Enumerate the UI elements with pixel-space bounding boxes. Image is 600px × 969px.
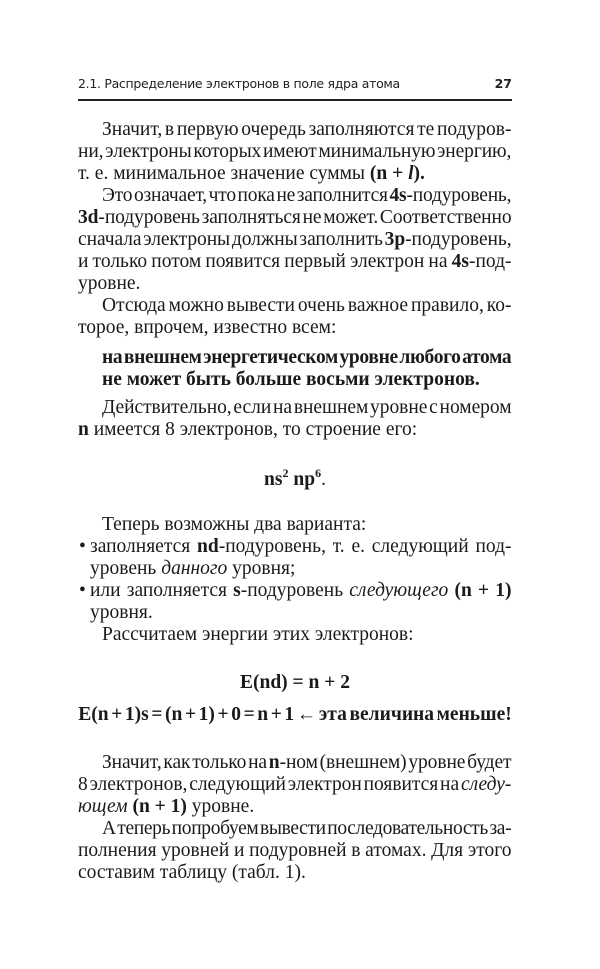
text-segment: заполняется [90,536,197,557]
text-line-content [102,752,511,774]
text-segment: и только потом появится первый электрон на [78,251,452,272]
text-line [102,752,512,774]
text-line-content [102,369,480,391]
text-line [78,141,512,163]
superscript: 2 [282,466,289,480]
text-segment: Значит, в первую очередь заполняются те подуров- [102,119,512,140]
text-line [78,840,512,862]
text-segment: l [408,163,414,184]
text-line-content [102,347,511,369]
text-segment: имеется 8 электронов, то строение его: [88,419,418,440]
running-header [78,76,512,94]
text-line-content [78,229,512,251]
text-line [102,369,512,391]
text-line [78,672,512,694]
text-segment: ns [264,469,283,490]
text-segment: т. е. минимальное значение суммы [78,163,370,184]
text-segment: уровень [90,558,162,579]
text-line-content [102,818,511,840]
text-segment: данного [161,558,228,579]
text-segment: (n + 1) [454,580,512,601]
text-segment: следу- [460,774,512,795]
text-line [102,397,512,419]
text-line [78,704,512,726]
text-segment: или заполняется [90,580,234,601]
text-segment: . [321,469,326,490]
header-rule [78,99,512,101]
text-line [102,514,512,536]
text-line-content [102,295,512,317]
text-line-content [102,397,512,419]
text-segment: торое, впрочем, известно всем: [78,317,337,338]
text-segment: -под- [468,251,512,272]
text-segment: составим таблицу (табл. 1). [78,862,306,883]
text-segment: s [233,580,241,601]
text-line-content [90,536,512,558]
text-segment: 8 электронов, следующий электрон появится на [78,774,461,795]
text-segment: E(nd) = n + 2 [239,672,350,693]
text-segment: Рассчитаем энергии этих электронов: [102,624,414,645]
text-line [78,419,512,441]
page-number: 27 [494,76,512,91]
text-segment: следующего [349,580,449,601]
text-segment: ). [413,163,425,184]
text-line [78,862,512,884]
text-line-content [78,840,511,862]
text-segment: -подуровень, [405,229,512,250]
text-line-content [78,141,511,163]
text-line-content [102,185,511,207]
text-line [102,119,512,141]
text-segment: -подуровень заполняться не может. Соответственно [98,207,512,228]
text-segment: Действительно, если на внешнем уровне с номером [102,397,512,418]
text-segment: 4s [389,185,407,206]
text-line [78,207,512,229]
text-segment: (n + [369,163,409,184]
text-line-content [78,207,512,229]
text-line [79,580,512,602]
text-segment: Отсюда можно вывести очень важное правило, ко- [102,295,512,316]
text-segment: E(n + 1)s = (n + 1) + 0 = n + 1 ← эта величина меньше! [78,704,512,725]
text-line [102,185,512,207]
text-line [78,796,512,818]
text-segment: 3p [384,229,406,250]
text-segment: n [78,419,89,440]
text-segment: не может быть больше восьми электронов. [102,369,480,390]
text-segment: уровне. [186,796,255,817]
text-line-content [78,317,336,339]
text-line-content [102,119,511,141]
text-line-content [264,462,326,491]
text-line-content [78,419,417,441]
bullet-icon: • [79,536,86,557]
text-line-content [102,514,366,536]
text-segment: -подуровень, [406,185,512,206]
text-line-content [78,862,306,884]
text-line-content [90,558,295,580]
text-line [90,558,512,580]
text-segment: А теперь попробуем вывести последовательность за- [102,818,512,839]
text-segment: -подуровень [240,580,350,601]
text-line-content [78,774,511,796]
text-segment: сначала электроны должны заполнить [78,229,385,250]
text-segment: 3d [78,207,99,228]
text-line [78,229,512,251]
text-segment: (n + 1) [132,796,187,817]
superscript: 6 [315,466,322,480]
text-line-content [90,602,153,624]
text-segment: ющем [78,796,128,817]
text-segment: n [268,752,280,773]
text-line [78,251,512,273]
text-line [102,347,512,369]
text-line [102,624,512,646]
text-line [90,602,512,624]
text-line-content [78,163,425,185]
text-line [78,317,512,339]
text-segment: Это означает, что пока не заполнится [102,185,390,206]
text-segment: Теперь возможны два варианта: [102,514,367,535]
text-line-content [78,796,254,818]
text-segment: полнения уровней и подуровней в атомах. Для этого [78,840,512,861]
text-segment: уровне. [78,273,141,294]
bullet-icon: • [79,580,86,601]
text-segment: уровня; [227,558,296,579]
text-segment: 4s [451,251,469,272]
text-segment: ни, электроны которых имеют минимальную энергию, [78,141,512,162]
chapter-title: 2.1. Распределение электронов в поле ядра атома [78,76,400,91]
text-segment: nd [197,536,219,557]
text-line [102,295,512,317]
text-line-content [102,624,414,646]
text-line [78,462,512,490]
text-line-content [240,672,350,694]
text-line-content [90,580,512,602]
text-line [78,273,512,295]
text-line-content [78,704,511,726]
text-segment: Значит, как только на [102,752,269,773]
text-segment: np [288,469,316,490]
text-line [78,774,512,796]
text-line [78,163,512,185]
text-segment: -подуровень, т. е. следующий под- [218,536,512,557]
text-line [79,536,512,558]
text-segment: на внешнем энергетическом уровне любого атома [102,347,512,368]
text-line-content [78,273,140,295]
text-line-content [78,251,512,273]
text-line [102,818,512,840]
text-segment: уровня. [90,602,153,623]
text-segment: -ном (внешнем) уровне будет [279,752,512,773]
